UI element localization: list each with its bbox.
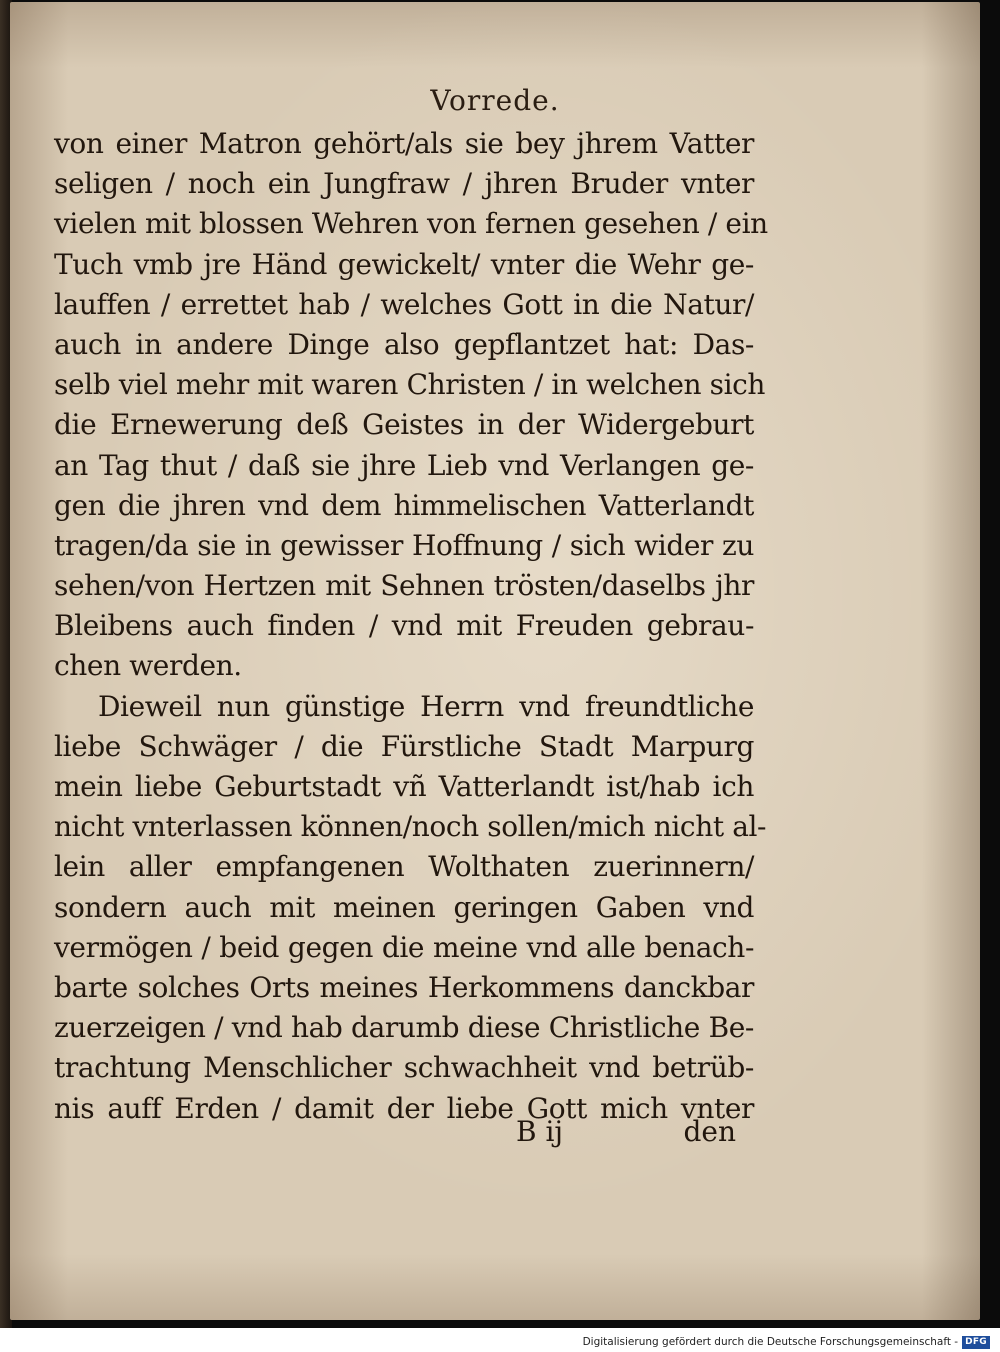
text-line: die Ernewerung deß Geistes in der Widergeburt bbox=[54, 408, 754, 442]
text-line: Bleibens auch finden / vnd mit Freuden gebrau- bbox=[54, 609, 754, 643]
text-line: selb viel mehr mit waren Christen / in welchen sich bbox=[54, 368, 766, 402]
text-line: trachtung Menschlicher schwachheit vnd betrüb- bbox=[54, 1051, 754, 1085]
text-line: Tuch vmb jre Händ gewickelt/ vnter die Wehr ge- bbox=[54, 247, 754, 281]
text-line: vermögen / beid gegen die meine vnd alle benach- bbox=[54, 930, 754, 964]
text-line-paragraph-start: Dieweil nun günstige Herrn vnd freundtliche bbox=[98, 689, 754, 723]
text-line: vielen mit blossen Wehren von fernen gesehen / ein bbox=[54, 207, 768, 241]
text-line: auch in andere Dinge also gepflantzet hat: Das- bbox=[54, 327, 754, 361]
text-block bbox=[54, 124, 768, 1129]
text-line: tragen/da sie in gewisser Hoffnung / sich wider zu bbox=[54, 528, 754, 562]
dfg-logo: DFG bbox=[962, 1336, 990, 1349]
text-line: von einer Matron gehört/als sie bey jhrem Vatter bbox=[54, 127, 754, 160]
text-line: sehen/von Hertzen mit Sehnen trösten/daselbs jhr bbox=[54, 569, 754, 603]
text-line-paragraph-end: chen werden. bbox=[54, 649, 242, 683]
running-head: Vorrede. bbox=[430, 84, 560, 117]
text-line: zuerzeigen / vnd hab darumb diese Christliche Be- bbox=[54, 1011, 754, 1045]
text-line: barte solches Orts meines Herkommens danckbar bbox=[54, 970, 754, 1004]
footer-credit bbox=[583, 1334, 990, 1350]
text-line: liebe Schwäger / die Fürstliche Stadt Marpurg bbox=[54, 729, 754, 763]
text-line: sondern auch mit meinen geringen Gaben vnd bbox=[54, 890, 754, 924]
text-line: an Tag thut / daß sie jhre Lieb vnd Verlangen ge- bbox=[54, 448, 754, 482]
signature-mark: B ij bbox=[516, 1115, 564, 1148]
book-page bbox=[10, 2, 980, 1320]
funding-credit-text: Digitalisierung gefördert durch die Deutsche Forschungsgemeinschaft - bbox=[582, 1336, 959, 1348]
text-line: nicht vnterlassen können/noch sollen/mich nicht al- bbox=[54, 810, 767, 844]
text-line: lauffen / errettet hab / welches Gott in die Natur/ bbox=[54, 287, 754, 321]
text-line: mein liebe Geburtstadt vñ Vatterlandt ist/hab ich bbox=[54, 770, 754, 803]
catchline bbox=[54, 1112, 754, 1152]
text-line: nis auff Erden / damit der liebe Gott mich vnter bbox=[54, 1091, 754, 1125]
text-line: gen die jhren vnd dem himmelischen Vatterlandt bbox=[54, 488, 754, 522]
text-line: seligen / noch ein Jungfraw / jhren Bruder vnter bbox=[54, 167, 754, 201]
catchword: den bbox=[683, 1115, 736, 1148]
text-line: lein aller empfangenen Wolthaten zuerinnern/ bbox=[54, 850, 754, 884]
